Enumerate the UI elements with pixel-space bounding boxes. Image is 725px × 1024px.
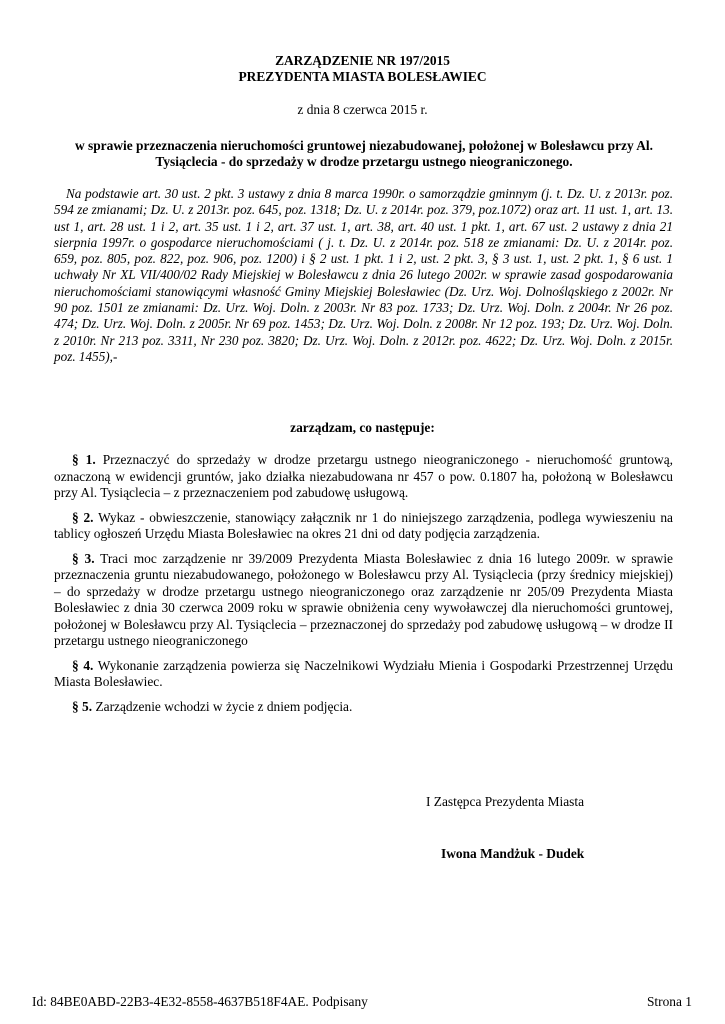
signature-name: Iwona Mandżuk - Dudek [441, 846, 585, 861]
paragraph-number: § 1. [72, 452, 96, 467]
decree-line: zarządzam, co następuje: [290, 420, 435, 435]
title-line-2: PREZYDENTA MIASTA BOLESŁAWIEC [238, 68, 487, 84]
paragraph-1 [54, 452, 673, 502]
document-subject: w sprawie przeznaczenia nieruchomości gruntowej niezabudowanej, położonej w Bolesławcu przy Al. Tysiąclecia - do sprzedaży w drodze przetargu ustnego nieograniczonego. [75, 138, 653, 169]
paragraph-text: Przeznaczyć do sprzedaży w drodze przetargu ustnego nieograniczonego - nieruchomość gruntową, oznaczoną w ewidencji gruntów, jako działka niezabudowana nr 457 o pow. 0.1807 ha, położoną w Bolesławcu przy Al. Tysiąclecia – z przeznaczeniem pod zabudowę usługową. [54, 452, 673, 500]
document-date: z dnia 8 czerwca 2015 r. [297, 102, 428, 117]
footer-page-number: Strona 1 [646, 994, 692, 1009]
paragraph-5 [54, 699, 673, 716]
footer-document-id: Id: 84BE0ABD-22B3-4E32-8558-4637B518F4AE. Podpisany [32, 994, 368, 1009]
paragraph-number: § 4. [72, 657, 94, 673]
paragraph-number: § 2. [72, 509, 94, 525]
title-line-1: ZARZĄDZENIE NR 197/2015 [275, 53, 450, 68]
paragraph-list [54, 452, 673, 723]
paragraph-text: Wykaz - obwieszczenie, stanowiący załącznik nr 1 do niniejszego zarządzenia, podlega wywieszeniu na tablicy ogłoszeń Urzędu Miasta Bolesławiec na okres 21 dni od daty podjęcia zarządzenia. [54, 509, 673, 541]
signature-role: I Zastępca Prezydenta Miasta [426, 794, 585, 809]
document-title [0, 53, 725, 84]
paragraph-4 [54, 658, 673, 691]
paragraph-text: Zarządzenie wchodzi w życie z dniem podjęcia. [95, 698, 353, 714]
paragraph-number: § 5. [72, 698, 93, 714]
paragraph-2 [54, 510, 673, 543]
paragraph-text: Wykonanie zarządzenia powierza się Naczelnikowi Wydziału Mienia i Gospodarki Przestrzennej Urzędu Miasta Bolesławiec. [54, 657, 674, 689]
paragraph-number: § 3. [72, 550, 95, 566]
paragraph-3 [54, 551, 673, 650]
legal-basis: Na podstawie art. 30 ust. 2 pkt. 3 ustawy z dnia 8 marca 1990r. o samorządzie gminnym (j. t. Dz. U. z 2013r. poz. 594 ze zmianami; Dz. U. z 2013r. poz. 645, poz. 1318; Dz. U. z 2014r. poz. 379, poz.1072) oraz art. 11 ust. 1, art. 13. ust 1, art. 28 ust. 1 i 2, art. 35 ust. 1 i 2, art. 37 ust. 1, art. 38, art. 40 ust. 1 pkt. 1, art. 67 ust. 2 ustawy z dnia 21 sierpnia 1997r. o gospodarce nieruchomościami ( j. t. Dz. U. z 2014r. poz. 518 ze zmianami: Dz. U. z 2014r. poz. 659, poz. 805, poz. 822, poz. 906, poz. 1200) i § 2 ust. 1 pkt. 1 i 2, ust. 2 pkt. 3, § 3 ust. 1, ust. 2 pkt. 1, § 6 ust. 1 uchwały Nr XL VII/400/02 Rady Miejskiej w Bolesławcu z dnia 26 lutego 2002r. w sprawie zasad gospodarowania nieruchomościami stanowiącymi własność Gminy Miejskiej Bolesławiec (Dz. Urz. Woj. Dolnośląskiego z 2002r. Nr 90 poz. 1501 ze zmianami: Dz. Urz. Woj. Doln. z 2003r. Nr 83 poz. 1733; Dz. Urz. Woj. Doln. z 2004r. Nr 26 poz. 474; Dz. Urz. Woj. Doln. z 2005r. Nr 69 poz. 1453; Dz. Urz. Woj. Doln. z 2008r. Nr 12 poz. 193; Dz. Urz. Woj. Doln. z 2010r. Nr 213 poz. 3311, Nr 230 poz. 3820; Dz. Urz. Woj. Doln. z 2012r. poz. 4622; Dz. Urz. Woj. Doln. z 2015r. poz. 1455),- [54, 186, 673, 364]
paragraph-text: Traci moc zarządzenie nr 39/2009 Prezydenta Miasta Bolesławiec z dnia 16 lutego 2009r. w sprawie przeznaczenia gruntu niezabudowanego, położonego w Bolesławcu przy Al. Tysiąclecia (przy średnicy miejskiej) – do sprzedaży w drodze przetargu ustnego nieograniczonego oraz zarządzenie nr 205/09 Prezydenta Miasta Bolesławiec z dnia 30 czerwca 2009 roku w sprawie obniżenia ceny wywoławczej dla nieruchomości gruntowej, położonej w Bolesławcu przy Al. Tysiąclecia – przeznaczonej do sprzedaży pod zabudowę usługową – w drodze II przetargu ustnego nieograniczonego [54, 550, 674, 648]
